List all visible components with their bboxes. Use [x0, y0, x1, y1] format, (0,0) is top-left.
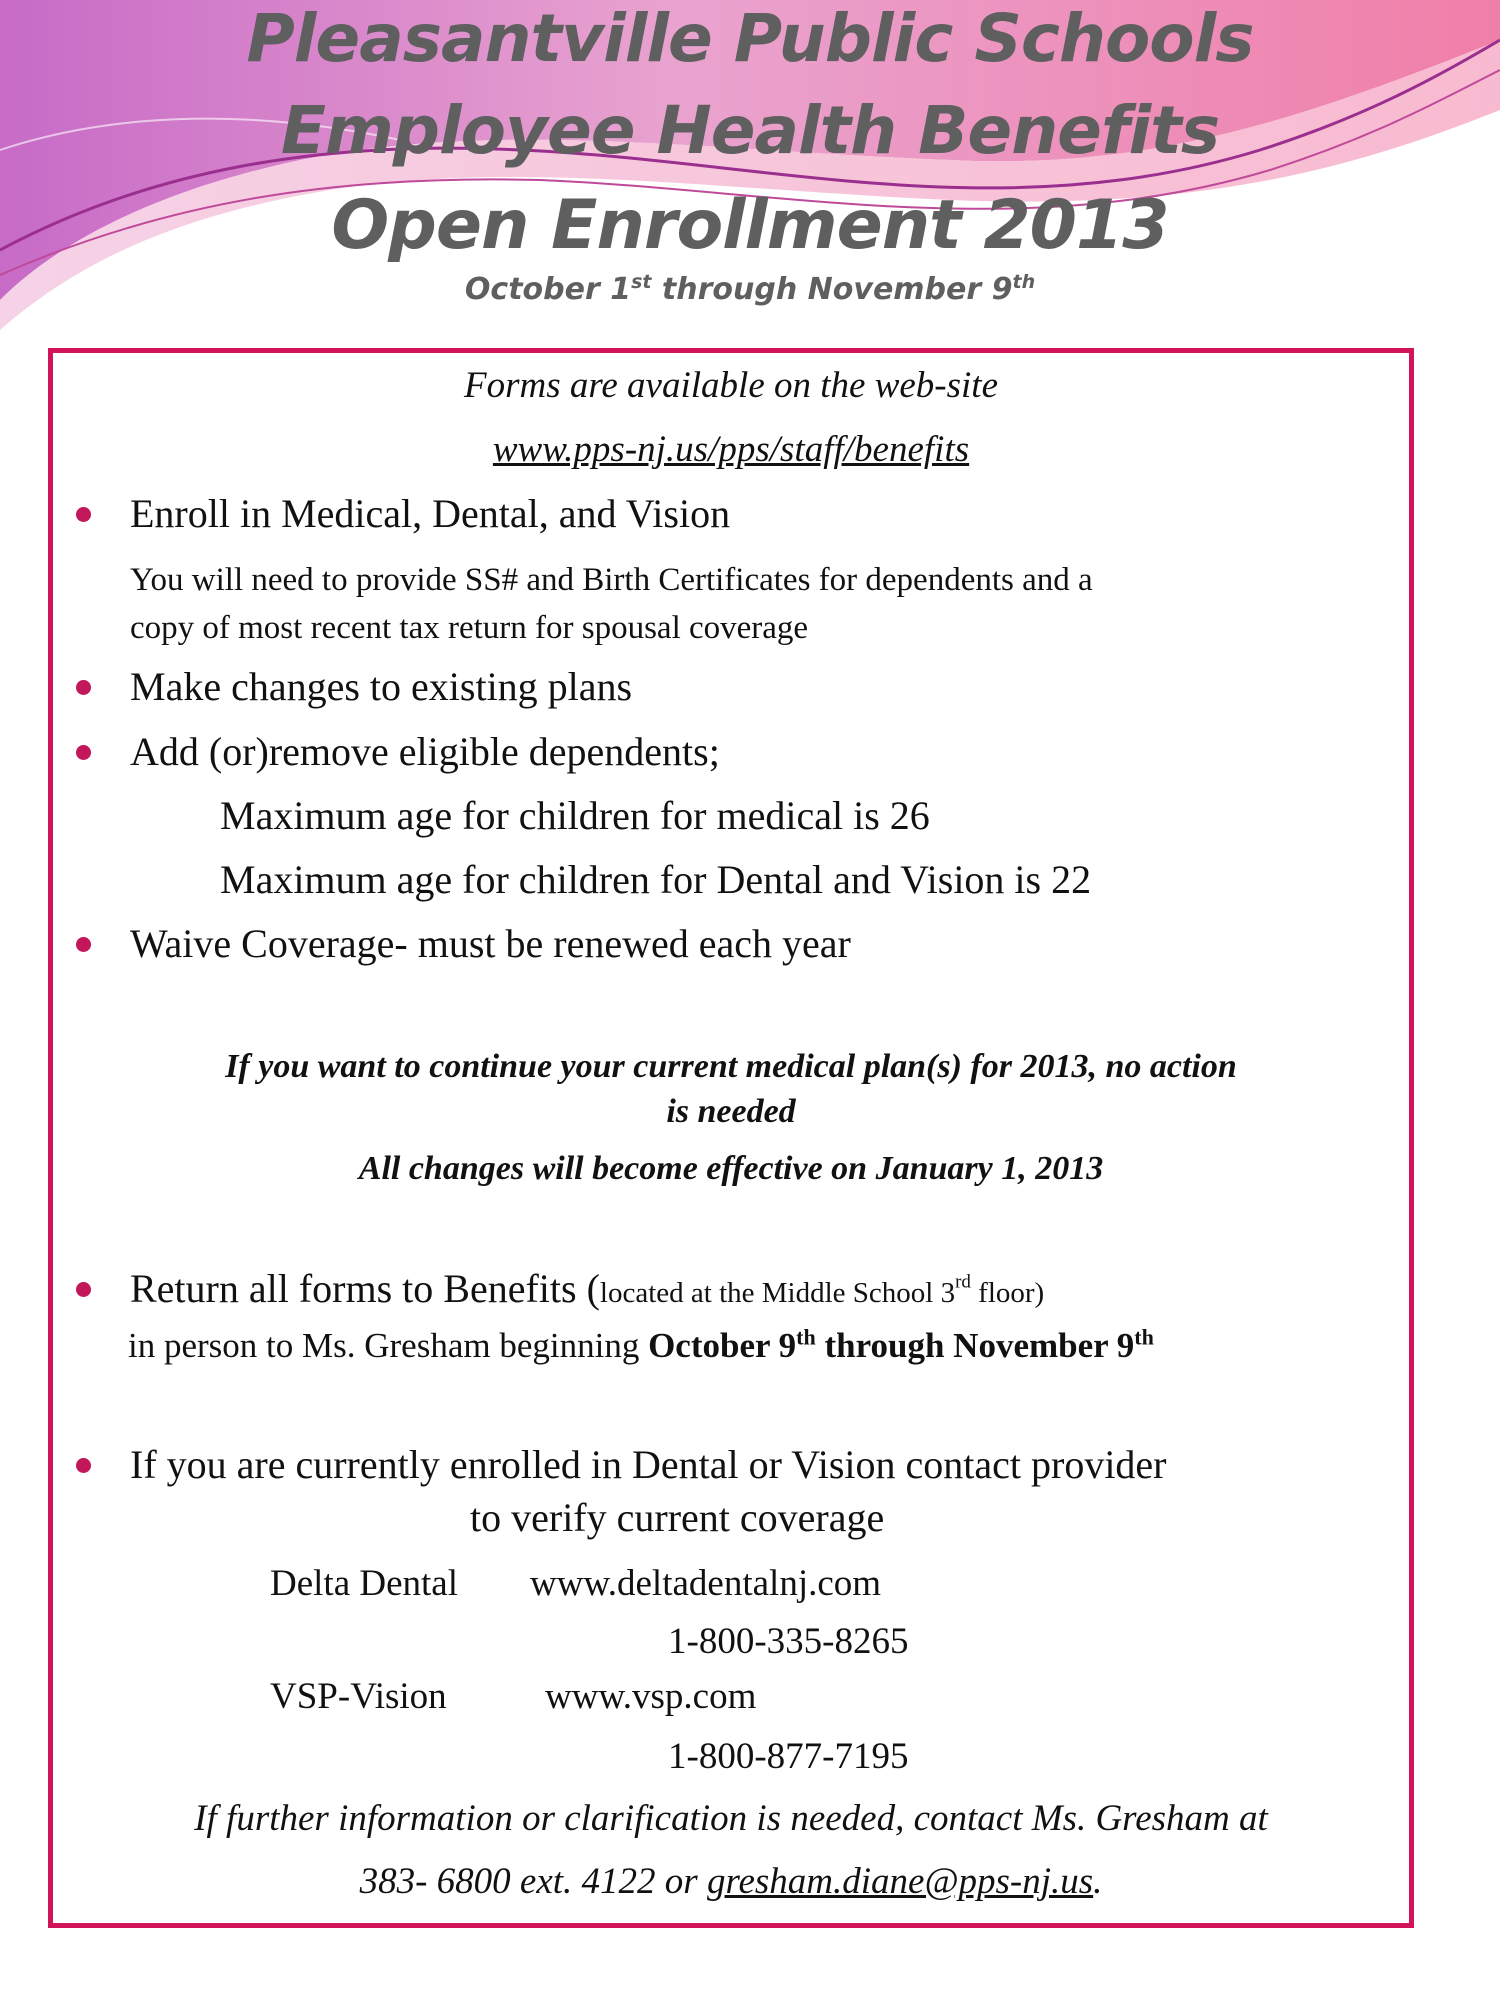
forms-url-link[interactable]: www.pps-nj.us/pps/staff/benefits	[492, 429, 970, 470]
vsp-vision-name: VSP-Vision	[270, 1676, 447, 1717]
return-forms-line-1: Return all forms to Benefits (located at the Middle School 3rd floor)	[130, 1266, 1045, 1311]
vsp-vision-phone: 1-800-877-7195	[668, 1736, 909, 1777]
contact-line-2: 383- 6800 ext. 4122 or gresham.diane@pps-nj.us.	[359, 1861, 1103, 1902]
bullet-waive: Waive Coverage- must be renewed each year	[130, 921, 851, 966]
bullet-enroll: Enroll in Medical, Dental, and Vision	[130, 491, 731, 536]
title-line-3: Open Enrollment 2013	[331, 186, 1169, 265]
notice-line-2: is needed	[666, 1093, 796, 1130]
vsp-vision-url[interactable]: www.vsp.com	[545, 1676, 757, 1717]
bullet-dot	[76, 1458, 91, 1473]
title-line-2: Employee Health Benefits	[280, 92, 1220, 169]
contact-line-1: If further information or clarification is needed, contact Ms. Gresham at	[194, 1798, 1268, 1839]
title-line-1: Pleasantville Public Schools	[246, 0, 1254, 77]
bullet-dot	[76, 745, 91, 760]
return-forms-line-2: in person to Ms. Gresham beginning October 9th through November 9th	[128, 1324, 1154, 1365]
delta-dental-phone: 1-800-335-8265	[668, 1621, 909, 1662]
enrollment-dates: October 1st through November 9th	[464, 271, 1036, 307]
bullet-dot	[76, 507, 91, 522]
bullet-changes: Make changes to existing plans	[130, 664, 633, 709]
max-age-dental-vision: Maximum age for children for Dental and Vision is 22	[220, 857, 1092, 902]
notice-line-1: If you want to continue your current medical plan(s) for 2013, no action	[225, 1048, 1237, 1085]
max-age-medical: Maximum age for children for medical is 26	[220, 793, 930, 838]
delta-dental-name: Delta Dental	[270, 1563, 458, 1604]
bullet-dot	[76, 680, 91, 695]
providers-intro-line-1: If you are currently enrolled in Dental or Vision contact provider	[130, 1442, 1167, 1487]
bullet-dot	[76, 1282, 91, 1297]
enroll-note-line-2: copy of most recent tax return for spousal coverage	[130, 610, 809, 646]
bullet-dot	[76, 937, 91, 952]
contact-email-link[interactable]: gresham.diane@pps-nj.us	[706, 1861, 1094, 1902]
providers-intro-line-2: to verify current coverage	[470, 1495, 885, 1540]
enroll-note-line-1: You will need to provide SS# and Birth Certificates for dependents and a	[130, 562, 1093, 598]
delta-dental-url[interactable]: www.deltadentalnj.com	[530, 1563, 882, 1604]
notice-line-3: All changes will become effective on January 1, 2013	[358, 1150, 1104, 1187]
bullet-dependents: Add (or)remove eligible dependents;	[130, 729, 720, 774]
forms-available-text: Forms are available on the web-site	[463, 365, 998, 406]
